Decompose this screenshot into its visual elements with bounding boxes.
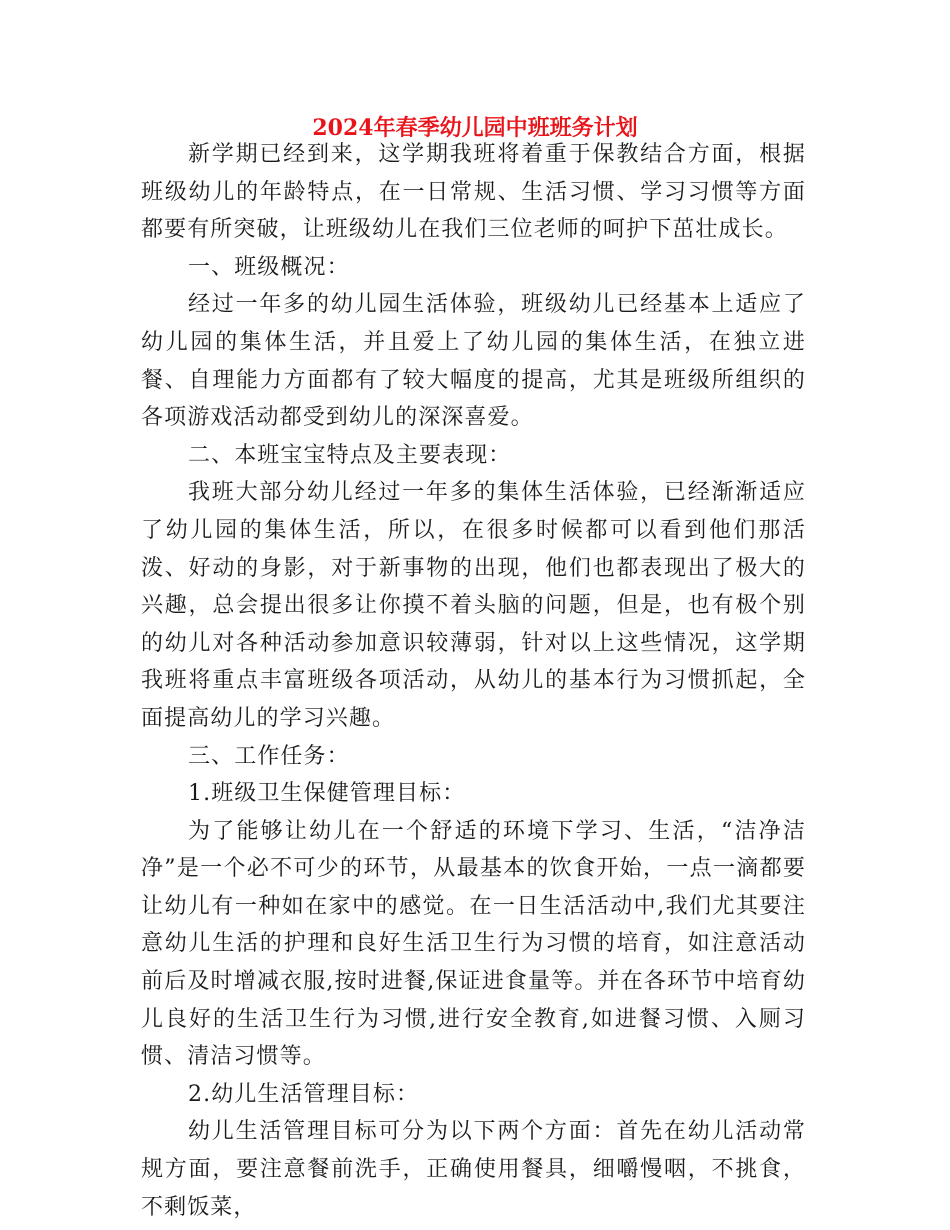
subheading-life-goals: 2.幼儿生活管理目标： [188, 1081, 420, 1107]
paragraph-child-traits: 我班大部分幼儿经过一年多的集体生活体验，已经渐渐适应了幼儿园的集体生活，所以，在很多时候都可以看到他们那活泼、好动的身影，对于新事物的出现，他们也都表现出了极大的兴趣，总会提出很多让你摸不着头脑的问题，但是，也有极个别的幼儿对各种活动参加意识较薄弱，针对以上这些情况，这学期我班将重点丰富班级各项活动，从幼儿的基本行为习惯抓起，全面提高幼儿的学习兴趣。 [141, 480, 806, 731]
paragraph-health-goals: 为了能够让幼儿在一个舒适的环境下学习、生活，“洁净洁净”是一个必不可少的环节，从最基本的饮食开始，一点一滴都要让幼儿有一种如在家中的感觉。在一日生活活动中,我们尤其要注意幼儿生活的护理和良好生活卫生行为习惯的培育，如注意活动前后及时增减衣服,按时进餐,保证进食量等。并在各环节中培育幼儿良好的生活卫生行为习惯,进行安全教育,如进餐习惯、入厕习惯、清洁习惯等。 [141, 818, 806, 1070]
heading-work-tasks: 三、工作任务： [188, 743, 350, 769]
heading-child-traits: 二、本班宝宝特点及主要表现： [188, 442, 512, 468]
paragraph-life-goals: 幼儿生活管理目标可分为以下两个方面：首先在幼儿活动常规方面，要注意餐前洗手，正确使用餐具，细嚼慢咽，不挑食，不剩饭菜， [141, 1119, 806, 1220]
paragraph-intro: 新学期已经到来，这学期我班将着重于保教结合方面，根据班级幼儿的年龄特点，在一日常规、生活习惯、学习习惯等方面都要有所突破，让班级幼儿在我们三位老师的呵护下茁壮成长。 [141, 142, 806, 243]
document-title: 2024年春季幼儿园中班班务计划 [312, 115, 638, 141]
heading-class-overview: 一、班级概况： [188, 254, 350, 280]
paragraph-class-overview: 经过一年多的幼儿园生活体验，班级幼儿已经基本上适应了幼儿园的集体生活，并且爱上了幼儿园的集体生活，在独立进餐、自理能力方面都有了较大幅度的提高，尤其是班级所组织的各项游戏活动都受到幼儿的深深喜爱。 [141, 292, 806, 431]
document-body [141, 136, 806, 1226]
subheading-health-goals: 1.班级卫生保健管理目标： [188, 781, 466, 807]
